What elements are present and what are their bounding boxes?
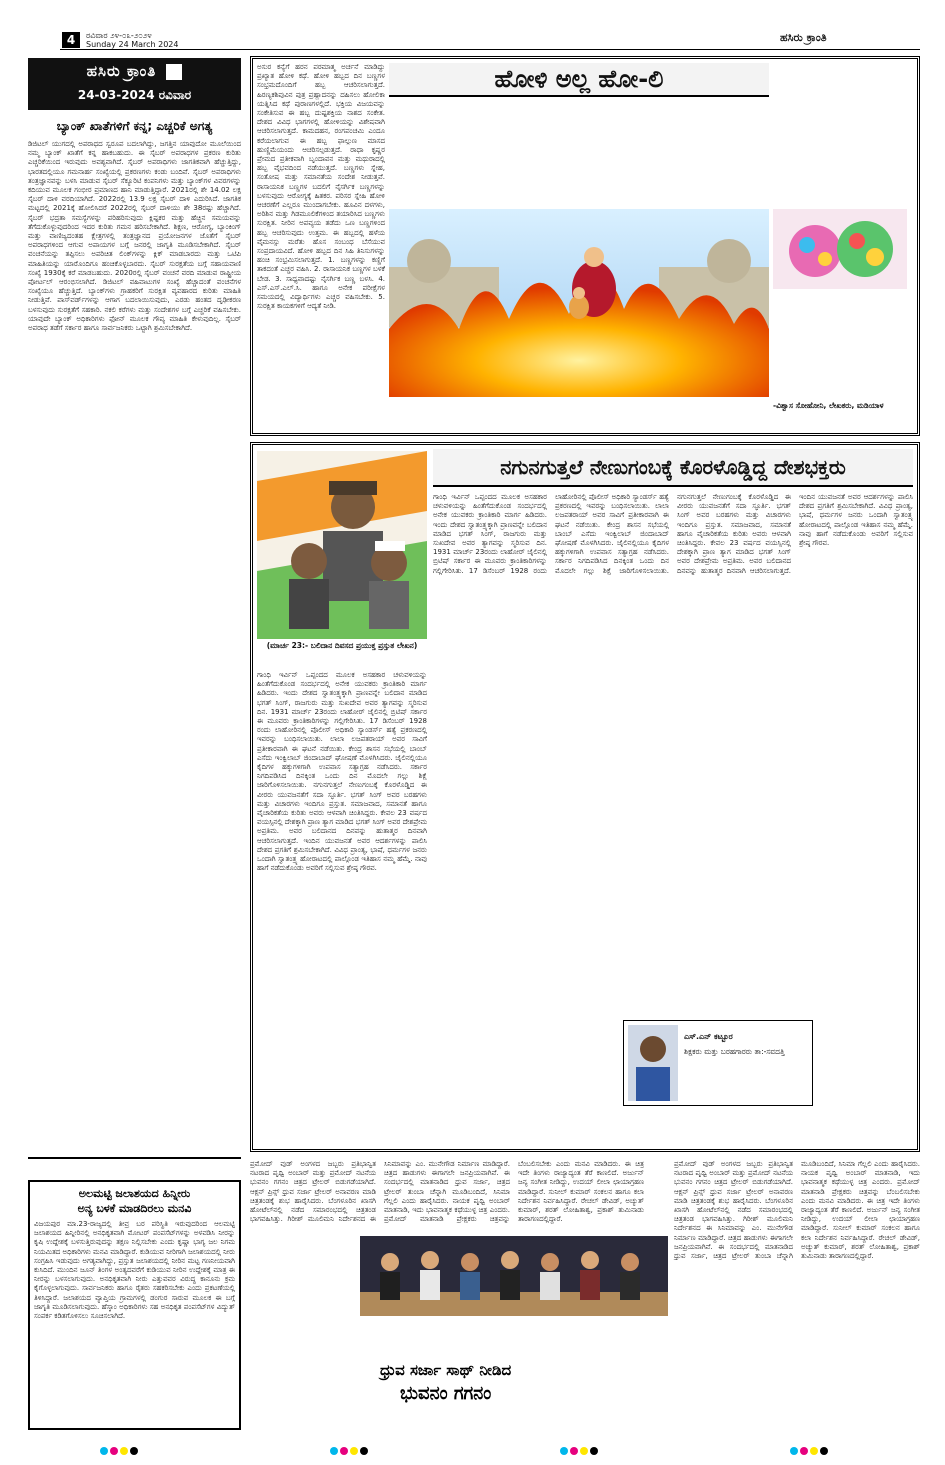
article-bank [28, 114, 241, 1159]
masthead [28, 58, 241, 110]
bhagat-portrait-image [257, 451, 427, 639]
registration-marks-mid [560, 1447, 600, 1455]
masthead-name-row [28, 58, 241, 84]
holi-children-image [773, 209, 907, 289]
reg-black [360, 1447, 368, 1455]
article-dam [28, 1180, 241, 1430]
registration-marks-left [100, 1447, 140, 1455]
film-body-text: ಪ್ರಮೋದ್ ವುಡ್ ಅಂಗಳದ ಜಬ್ಬರು ಪ್ರತಿಭಾನ್ವಿತ ನಟರಾದ ಪೃಥ್ವಿ ಅಂಬಾರ್ ಮತ್ತು ಪ್ರಮೋದ್ ನಟನೆಯ ಭುವನಂ ಗಗನಂ ಚಿತ್ರದ ಟ್ರೇಲರ್ ಬಿಡುಗಡೆಯಾಗಿದೆ. ಆಕ್ಷನ್ ಪ್ರಿನ್ಸ್ ಧ್ರುವ ಸರ್ಜಾ ಟ್ರೇಲರ್ ಅನಾವರಣ ಮಾಡಿ ಚಿತ್ರತಂಡಕ್ಕೆ ಶುಭ ಹಾರೈಸಿದರು. ಬೆಂಗಳೂರಿನ ಖಾಸಗಿ ಹೋಟೆಲ್‌ನಲ್ಲಿ ನಡೆದ ಸಮಾರಂಭದಲ್ಲಿ ಚಿತ್ರತಂಡ ಭಾಗವಹಿಸಿತ್ತು. ಗಿರೀಶ್ ಮೂಲಿಮನಿ ನಿರ್ದೇಶನದ ಈ ಸಿನಿಮಾವನ್ನು ಎಂ. ಮುನೇಗೌಡ ನಿರ್ಮಾಣ ಮಾಡಿದ್ದಾರೆ. ಚಿತ್ರದ ಹಾಡುಗಳು ಈಗಾಗಲೇ ಜನಪ್ರಿಯವಾಗಿವೆ. ಈ ಸಂದರ್ಭದಲ್ಲಿ ಮಾತನಾಡಿದ ಧ್ರುವ ಸರ್ಜಾ, ಚಿತ್ರದ ಟ್ರೇಲರ್ ತುಂಬಾ ಚೆನ್ನಾಗಿ ಮೂಡಿಬಂದಿದೆ, ಸಿನಿಮಾ ಗೆಲ್ಲಲಿ ಎಂದು ಹಾರೈಸಿದರು. ನಾಯಕ ಪೃಥ್ವಿ ಅಂಬಾರ್ ಮಾತನಾಡಿ, ಇದು ಭಾವನಾತ್ಮಕ ಕಥೆಯುಳ್ಳ ಚಿತ್ರ ಎಂದರು. ಪ್ರಮೋದ್ ಮಾತನಾಡಿ ಪ್ರೇಕ್ಷಕರು ಚಿತ್ರವನ್ನು ಬೆಂಬಲಿಸಬೇಕು ಎಂದು ಮನವಿ ಮಾಡಿದರು. ಈ ಚಿತ್ರ ಇದೇ ತಿಂಗಳು ರಾಜ್ಯಾದ್ಯಂತ ತೆರೆ ಕಾಣಲಿದೆ. ಅರ್ಜುನ್ ಜನ್ಯ ಸಂಗೀತ ನೀಡಿದ್ದು, ಉದಯ್ ಲೀಲಾ ಛಾಯಾಗ್ರಹಣ ಮಾಡಿದ್ದಾರೆ. ಸುನೀಲ್ ಕುಮಾರ್ ಸಂಕಲನ ಹಾಗೂ ಕಲಾ ನಿರ್ದೇಶನ ನಿರ್ವಹಿಸಿದ್ದಾರೆ. ರೇಚಲ್ ಡೇವಿಡ್, ಅಚ್ಯುತ್ ಕುಮಾರ್, ಶರತ್ ಲೋಹಿತಾಶ್ವ, ಪ್ರಕಾಶ್ ತುಮಿನಾಡು ತಾರಾಗಣದಲ್ಲಿದ್ದಾರೆ. [674, 1160, 920, 1261]
dam-headline-line1: ಅಲಮಟ್ಟಿ ಜಲಾಶಯದ ಹಿನ್ನೀರು [78, 1187, 191, 1200]
reg-yellow [350, 1447, 358, 1455]
holi-bonfire-image [389, 209, 769, 397]
film-headline-line1: ಧ್ರುವ ಸರ್ಜಾ ಸಾಥ್ ನೀಡಿದ [380, 1361, 512, 1379]
dateline [86, 31, 179, 49]
bhagat-headline: ನಗುನಗುತ್ತಲೆ ನೇಣುಗಂಬಕ್ಕೆ ಕೊರಳೊಡ್ಡಿದ್ದ ದೇಶಭಕ್ತರು [433, 449, 913, 487]
film-team-illustration [360, 1236, 668, 1316]
masthead-name: ಹಸಿರು ಕ್ರಾಂತಿ [86, 62, 157, 80]
holi-headline: ಹೋಳಿ ಅಲ್ಲ ಹೋ-ಲಿ [389, 63, 769, 97]
bank-headline: ಬ್ಯಾಂಕ್ ಖಾತೆಗಳಿಗೆ ಕನ್ನ; ಎಚ್ಚರಿಕೆ ಅಗತ್ಯ [56, 119, 213, 133]
reg-cyan [330, 1447, 338, 1455]
bhagat-byline [623, 1020, 813, 1106]
reg-yellow [120, 1447, 128, 1455]
reg-black [590, 1447, 598, 1455]
bhagat-body-text: ಗಾಂಧಿ ಇರ್ವಿನ್ ಒಪ್ಪಂದದ ಮೂಲಕ ಅಸಹಕಾರ ಚಳುವಳಿಯನ್ನು ಹಿಂತೆಗೆದುಕೊಂಡ ಸಂದರ್ಭದಲ್ಲಿ ಅನೇಕ ಯುವಕರು ಕ್ರಾಂತಿಕಾರಿ ಮಾರ್ಗ ಹಿಡಿದರು. ಇಂದು ದೇಶದ ಸ್ವಾತಂತ್ರ್ಯಕ್ಕಾಗಿ ಪ್ರಾಣವನ್ನೇ ಬಲಿದಾನ ಮಾಡಿದ ಭಗತ್ ಸಿಂಗ್, ರಾಜಗುರು ಮತ್ತು ಸುಖದೇವ ಅವರ ತ್ಯಾಗವನ್ನು ಸ್ಮರಿಸುವ ದಿನ. 1931 ಮಾರ್ಚ್ 23ರಂದು ಲಾಹೋರ್ ಜೈಲಿನಲ್ಲಿ ಬ್ರಿಟಿಷ್ ಸರ್ಕಾರ ಈ ಮೂವರು ಕ್ರಾಂತಿಕಾರಿಗಳನ್ನು ಗಲ್ಲಿಗೇರಿಸಿತು. 17 ಡಿಸೆಂಬರ್ 1928 ರಂದು ಲಾಹೋರಿನಲ್ಲಿ ಪೊಲೀಸ್ ಅಧಿಕಾರಿ ಸ್ಯಾಂಡರ್ಸ್ ಹತ್ಯೆ ಪ್ರಕರಣದಲ್ಲಿ ಇವರನ್ನು ಬಂಧಿಸಲಾಯಿತು. ಲಾಲಾ ಲಜಪತರಾಯ್ ಅವರ ಸಾವಿಗೆ ಪ್ರತೀಕಾರವಾಗಿ ಈ ಘಟನೆ ನಡೆಯಿತು. ಕೇಂದ್ರ ಶಾಸನ ಸಭೆಯಲ್ಲಿ ಬಾಂಬ್ ಎಸೆದು ಇಂಕ್ವಿಲಾಬ್ ಜಿಂದಾಬಾದ್ ಘೋಷಣೆ ಮೊಳಗಿಸಿದರು. ಜೈಲಿನಲ್ಲಿಯೂ ಕೈದಿಗಳ ಹಕ್ಕುಗಳಿಗಾಗಿ ಉಪವಾಸ ಸತ್ಯಾಗ್ರಹ ನಡೆಸಿದರು. ಸರ್ಕಾರ ನಿಗದಿಪಡಿಸಿದ ದಿನಕ್ಕಿಂತ ಒಂದು ದಿನ ಮೊದಲೇ ಗಲ್ಲು ಶಿಕ್ಷೆ ಜಾರಿಗೊಳಿಸಲಾಯಿತು. ನಗುನಗುತ್ತಲೆ ನೇಣುಗಂಬಕ್ಕೆ ಕೊರಳೊಡ್ಡಿದ ಈ ವೀರರು ಯುವಜನತೆಗೆ ಸದಾ ಸ್ಫೂರ್ತಿ. ಭಗತ್ ಸಿಂಗ್ ಅವರ ಬರಹಗಳು ಮತ್ತು ವಿಚಾರಗಳು ಇಂದಿಗೂ ಪ್ರಸ್ತುತ. ಸಮಾಜವಾದ, ಸಮಾನತೆ ಹಾಗೂ ವೈಚಾರಿಕತೆಯ ಕುರಿತು ಅವರು ಆಳವಾಗಿ ಚಿಂತಿಸಿದ್ದರು. ಕೇವಲ 23 ವರ್ಷದ ವಯಸ್ಸಿನಲ್ಲಿ ದೇಶಕ್ಕಾಗಿ ಪ್ರಾಣ ತ್ಯಾಗ ಮಾಡಿದ ಭಗತ್ ಸಿಂಗ್ ಅವರ ದೇಶಪ್ರೇಮ ಅಪ್ರತಿಮ. ಅವರ ಬಲಿದಾನದ ದಿನವನ್ನು ಹುತಾತ್ಮರ ದಿನವಾಗಿ ಆಚರಿಸಲಾಗುತ್ತದೆ. ಇಂದಿನ ಯುವಜನತೆ ಅವರ ಆದರ್ಶಗಳನ್ನು ಪಾಲಿಸಿ ದೇಶದ ಪ್ರಗತಿಗೆ ಶ್ರಮಿಸಬೇಕಾಗಿದೆ. ವಿವಿಧ ಪ್ರಾಂತ್ಯ, ಭಾಷೆ, ಧರ್ಮಗಳ ಜನರು ಒಂದಾಗಿ ಸ್ವಾತಂತ್ರ್ಯ ಹೋರಾಟದಲ್ಲಿ ಪಾಲ್ಗೊಂಡ ಇತಿಹಾಸ ನಮ್ಮ ಹೆಮ್ಮೆ. ನಾವು ಹಾಗೆ ನಡೆದುಕೊಂಡು ಅವರಿಗೆ ಸಲ್ಲಿಸುವ ಶ್ರೇಷ್ಠ ಗೌರವ. [433, 493, 913, 575]
holi-bonfire-illustration [389, 209, 769, 397]
article-holi [250, 56, 920, 436]
registration-marks-center [330, 1447, 370, 1455]
reg-cyan [100, 1447, 108, 1455]
reg-magenta [570, 1447, 578, 1455]
header-brand: ಹಸಿರು ಕ್ರಾಂತಿ [780, 31, 827, 44]
author-photo-illustration [628, 1025, 678, 1101]
reg-black [820, 1447, 828, 1455]
freedom-fighters-illustration [257, 451, 427, 639]
film-body-left [250, 1160, 644, 1232]
author-role: ಶಿಕ್ಷಕರು ಮತ್ತು ಬರಹಗಾರರು ತಾ:-ಸವದತ್ತಿ [684, 1047, 785, 1056]
film-body-right [674, 1160, 920, 1436]
holi-children-illustration [773, 209, 907, 289]
reg-magenta [340, 1447, 348, 1455]
author-name: ಎಸ್.ಎನ್ ಕಟ್ಟೂರ [684, 1032, 733, 1041]
reg-magenta [800, 1447, 808, 1455]
article-bhagat [250, 442, 920, 1152]
farmer-logo-icon [166, 64, 182, 80]
holi-author: -ವಿಶ್ವಾಸ ಸೋಹೋನಿ, ಲೇಖಕರು, ಮಡಿಯಾಳ [773, 401, 884, 410]
article-film [250, 1160, 920, 1442]
holi-body: ಅಸುರ ಕನ್ಯೆಗೆ ಹರನ ಪರಮಾತ್ಮ ಅರ್ಚನೆ ಮಾಡಿದ್ದು ಪ್ರಖ್ಯಾತ ಹೋಳಿ ಕಥೆ. ಹೋಳಿ ಹಬ್ಬದ ದಿನ ಬಣ್ಣಗಳ ಸಂಭ್ರಮದೊಂದಿಗೆ ಹಬ್ಬ ಆಚರಿಸಲಾಗುತ್ತದೆ. ಹಿರಣ್ಯಕಶಿಪುವಿನ ಪುತ್ರ ಪ್ರಹ್ಲಾದನನ್ನು ದಹಿಸಲು ಹೋಲಿಕಾ ಯತ್ನಿಸಿದ ಕಥೆ ಪುರಾಣಗಳಲ್ಲಿದೆ. ಭಕ್ತಿಯ ವಿಜಯವನ್ನು ಸಂಕೇತಿಸುವ ಈ ಹಬ್ಬ ದುಷ್ಟಶಕ್ತಿಯ ನಾಶದ ಸಂಕೇತ. ದೇಶದ ವಿವಿಧ ಭಾಗಗಳಲ್ಲಿ ಹೋಳಿಯನ್ನು ವಿಶೇಷವಾಗಿ ಆಚರಿಸಲಾಗುತ್ತದೆ. ಕಾಮದಹನ, ರಂಗಪಂಚಮಿ ಎಂದೂ ಕರೆಯಲಾಗುವ ಈ ಹಬ್ಬ ಫಾಲ್ಗುಣ ಮಾಸದ ಹುಣ್ಣಿಮೆಯಂದು ಆಚರಿಸಲ್ಪಡುತ್ತದೆ. ರಾಧಾ ಕೃಷ್ಣರ ಪ್ರೇಮದ ಪ್ರತೀಕವಾಗಿ ಬೃಂದಾವನ ಮತ್ತು ಮಥುರಾದಲ್ಲಿ ಹಬ್ಬ ವೈಭವದಿಂದ ನಡೆಯುತ್ತದೆ. ಬಣ್ಣಗಳು ಸ್ನೇಹ, ಸಂತೋಷ ಮತ್ತು ಸಮಾನತೆಯ ಸಂದೇಶ ನೀಡುತ್ತವೆ. ರಾಸಾಯನಿಕ ಬಣ್ಣಗಳ ಬದಲಿಗೆ ನೈಸರ್ಗಿಕ ಬಣ್ಣಗಳನ್ನು ಬಳಸುವುದು ಆರೋಗ್ಯಕ್ಕೆ ಹಿತಕರ. ಪರಿಸರ ಸ್ನೇಹಿ ಹೋಳಿ ಆಚರಣೆಗೆ ಎಲ್ಲರೂ ಮುಂದಾಗಬೇಕು. ಹೂವಿನ ದಳಗಳು, ಅರಿಶಿನ ಮತ್ತು ಗಿಡಮೂಲಿಕೆಗಳಿಂದ ತಯಾರಿಸಿದ ಬಣ್ಣಗಳು ಸುರಕ್ಷಿತ. ನೀರಿನ ಅಪವ್ಯಯ ತಡೆದು ಒಣ ಬಣ್ಣಗಳಿಂದ ಹಬ್ಬ ಆಚರಿಸುವುದು ಉತ್ತಮ. ಈ ಹಬ್ಬದಲ್ಲಿ ಹಳೆಯ ವೈಮನಸ್ಸು ಮರೆತು ಹೊಸ ಸಂಬಂಧ ಬೆಸೆಯುವ ಸಂಪ್ರದಾಯವಿದೆ. ಹೋಳಿ ಹಬ್ಬದ ದಿನ ಸಿಹಿ ತಿನಿಸುಗಳನ್ನು ಹಂಚಿ ಸಂಭ್ರಮಿಸಲಾಗುತ್ತದೆ. 1. ಬಣ್ಣಗಳನ್ನು ಕಣ್ಣಿಗೆ ತಾಕದಂತೆ ಎಚ್ಚರ ವಹಿಸಿ. 2. ರಾಸಾಯನಿಕ ಬಣ್ಣಗಳ ಬಳಕೆ ಬೇಡ. 3. ಸಾಧ್ಯವಾದಷ್ಟು ನೈಸರ್ಗಿಕ ಬಣ್ಣ ಬಳಸಿ. 4. ಎಸ್.ಎಸ್.ಎಲ್.ಸಿ. ಹಾಗೂ ಅನೇಕ ಪರೀಕ್ಷೆಗಳ ಸಮಯದಲ್ಲಿ ವಿದ್ಯಾರ್ಥಿಗಳು ಎಚ್ಚರ ವಹಿಸಬೇಕು. 5. ಸುರಕ್ಷಿತ ಕಾಯಕಗಳಿಗೆ ಆದ್ಯತೆ ನೀಡಿ. [257, 63, 385, 311]
bhagat-body: ಗಾಂಧಿ ಇರ್ವಿನ್ ಒಪ್ಪಂದದ ಮೂಲಕ ಅಸಹಕಾರ ಚಳುವಳಿಯನ್ನು ಹಿಂತೆಗೆದುಕೊಂಡ ಸಂದರ್ಭದಲ್ಲಿ ಅನೇಕ ಯುವಕರು ಕ್ರಾಂತಿಕಾರಿ ಮಾರ್ಗ ಹಿಡಿದರು. ಇಂದು ದೇಶದ ಸ್ವಾತಂತ್ರ್ಯಕ್ಕಾಗಿ ಪ್ರಾಣವನ್ನೇ ಬಲಿದಾನ ಮಾಡಿದ ಭಗತ್ ಸಿಂಗ್, ರಾಜಗುರು ಮತ್ತು ಸುಖದೇವ ಅವರ ತ್ಯಾಗವನ್ನು ಸ್ಮರಿಸುವ ದಿನ. 1931 ಮಾರ್ಚ್ 23ರಂದು ಲಾಹೋರ್ ಜೈಲಿನಲ್ಲಿ ಬ್ರಿಟಿಷ್ ಸರ್ಕಾರ ಈ ಮೂವರು ಕ್ರಾಂತಿಕಾರಿಗಳನ್ನು ಗಲ್ಲಿಗೇರಿಸಿತು. 17 ಡಿಸೆಂಬರ್ 1928 ರಂದು ಲಾಹೋರಿನಲ್ಲಿ ಪೊಲೀಸ್ ಅಧಿಕಾರಿ ಸ್ಯಾಂಡರ್ಸ್ ಹತ್ಯೆ ಪ್ರಕರಣದಲ್ಲಿ ಇವರನ್ನು ಬಂಧಿಸಲಾಯಿತು. ಲಾಲಾ ಲಜಪತರಾಯ್ ಅವರ ಸಾವಿಗೆ ಪ್ರತೀಕಾರವಾಗಿ ಈ ಘಟನೆ ನಡೆಯಿತು. ಕೇಂದ್ರ ಶಾಸನ ಸಭೆಯಲ್ಲಿ ಬಾಂಬ್ ಎಸೆದು ಇಂಕ್ವಿಲಾಬ್ ಜಿಂದಾಬಾದ್ ಘೋಷಣೆ ಮೊಳಗಿಸಿದರು. ಜೈಲಿನಲ್ಲಿಯೂ ಕೈದಿಗಳ ಹಕ್ಕುಗಳಿಗಾಗಿ ಉಪವಾಸ ಸತ್ಯಾಗ್ರಹ ನಡೆಸಿದರು. ಸರ್ಕಾರ ನಿಗದಿಪಡಿಸಿದ ದಿನಕ್ಕಿಂತ ಒಂದು ದಿನ ಮೊದಲೇ ಗಲ್ಲು ಶಿಕ್ಷೆ ಜಾರಿಗೊಳಿಸಲಾಯಿತು. ನಗುನಗುತ್ತಲೆ ನೇಣುಗಂಬಕ್ಕೆ ಕೊರಳೊಡ್ಡಿದ ಈ ವೀರರು ಯುವಜನತೆಗೆ ಸದಾ ಸ್ಫೂರ್ತಿ. ಭಗತ್ ಸಿಂಗ್ ಅವರ ಬರಹಗಳು ಮತ್ತು ವಿಚಾರಗಳು ಇಂದಿಗೂ ಪ್ರಸ್ತುತ. ಸಮಾಜವಾದ, ಸಮಾನತೆ ಹಾಗೂ ವೈಚಾರಿಕತೆಯ ಕುರಿತು ಅವರು ಆಳವಾಗಿ ಚಿಂತಿಸಿದ್ದರು. ಕೇವಲ 23 ವರ್ಷದ ವಯಸ್ಸಿನಲ್ಲಿ ದೇಶಕ್ಕಾಗಿ ಪ್ರಾಣ ತ್ಯಾಗ ಮಾಡಿದ ಭಗತ್ ಸಿಂಗ್ ಅವರ ದೇಶಪ್ರೇಮ ಅಪ್ರತಿಮ. ಅವರ ಬಲಿದಾನದ ದಿನವನ್ನು ಹುತಾತ್ಮರ ದಿನವಾಗಿ ಆಚರಿಸಲಾಗುತ್ತದೆ. ಇಂದಿನ ಯುವಜನತೆ ಅವರ ಆದರ್ಶಗಳನ್ನು ಪಾಲಿಸಿ ದೇಶದ ಪ್ರಗತಿಗೆ ಶ್ರಮಿಸಬೇಕಾಗಿದೆ. ವಿವಿಧ ಪ್ರಾಂತ್ಯ, ಭಾಷೆ, ಧರ್ಮಗಳ ಜನರು ಒಂದಾಗಿ ಸ್ವಾತಂತ್ರ್ಯ ಹೋರಾಟದಲ್ಲಿ ಪಾಲ್ಗೊಂಡ ಇತಿಹಾಸ ನಮ್ಮ ಹೆಮ್ಮೆ. ನಾವು ಹಾಗೆ ನಡೆದುಕೊಂಡು ಅವರಿಗೆ ಸಲ್ಲಿಸುವ ಶ್ರೇಷ್ಠ ಗೌರವ. [257, 671, 427, 873]
bank-body: ಡಿಜಿಟಲ್ ಯುಗದಲ್ಲಿ ಅಪರಾಧದ ಸ್ವರೂಪ ಬದಲಾಗಿದ್ದು, ಜಗತ್ತಿನ ಯಾವುದೋ ಮೂಲೆಯಿಂದ ನಮ್ಮ ಬ್ಯಾಂಕ್ ಖಾತೆಗೆ ಕನ್ನ ಹಾಕಬಹುದು. ಈ ಸೈಬರ್ ಅಪರಾಧಗಳ ಪ್ರಕರಣ ಕುರಿತು ಎಚ್ಚರಿಕೆಯಿಂದ ಇರುವುದು ಅವಶ್ಯವಾಗಿದೆ. ಸೈಬರ್ ಅಪರಾಧಿಗಳು ಜಾಗತಿಕವಾಗಿ ಹೆಚ್ಚುತ್ತಿದ್ದು, ಭಾರತದಲ್ಲಿಯೂ ಗಮನಾರ್ಹ ಸಂಖ್ಯೆಯಲ್ಲಿ ಪ್ರಕರಣಗಳು ಕಂಡು ಬಂದಿವೆ. ಸೈಬರ್ ಅಪರಾಧಿಗಳು ತಂತ್ರಜ್ಞಾನವನ್ನು ಬಳಸಿ ಮಾಡುವ ಸೈಬರ್ ಸೆಕ್ಯೂರಿಟಿ ಕಂಪನಿಗಳು ಮತ್ತು ಬ್ಯಾಂಕ್‌ಗಳ ವಿವರಗಳನ್ನು ಕದಿಯುವ ಮೂಲಕ ಗಂಭೀರ ಪ್ರಮಾಣದ ಹಾನಿ ಮಾಡುತ್ತಿದ್ದಾರೆ. 2021ರಲ್ಲಿ ಶೇ 14.02 ಲಕ್ಷ ಸೈಬರ್ ದಾಳಿ ವರದಿಯಾಗಿದೆ. 2022ರಲ್ಲಿ 13.9 ಲಕ್ಷ ಸೈಬರ್ ದಾಳಿ ಎದುರಿಸಿದೆ. ಜಾಗತಿಕ ಮಟ್ಟದಲ್ಲಿ 2021ಕ್ಕೆ ಹೋಲಿಸಿದರೆ 2022ರಲ್ಲಿ ಸೈಬರ್ ದಾಳಿಯು ಶೇ 38ರಷ್ಟು ಹೆಚ್ಚಾಗಿದೆ. ಸೈಬರ್ ಭದ್ರತಾ ಸಮಸ್ಯೆಗಳನ್ನು ಪರಿಹರಿಸುವುದು ಕ್ಲಿಷ್ಟಕರ ಮತ್ತು ಹೆಚ್ಚಿನ ಸಮಯವನ್ನು ತೆಗೆದುಕೊಳ್ಳುವುದರಿಂದ ಇದರ ಕುರಿತು ಗಮನ ಹರಿಸಬೇಕಾಗಿದೆ. ಶಿಕ್ಷಣ, ಆರೋಗ್ಯ, ಬ್ಯಾಂಕಿಂಗ್ ಮತ್ತು ವಾಣಿಜ್ಯದಂತಹ ಕ್ಷೇತ್ರಗಳಲ್ಲಿ ತಂತ್ರಜ್ಞಾನದ ಪ್ರಯೋಜನಗಳ ಜೊತೆಗೆ ಸೈಬರ್ ಅಪರಾಧಗಳಿಂದ ಆಗುವ ಅಪಾಯಗಳ ಬಗ್ಗೆ ಜನರಲ್ಲಿ ಜಾಗೃತಿ ಮೂಡಿಸಬೇಕಾಗಿದೆ. ಸೈಬರ್ ವಂಚನೆಯನ್ನು ತಪ್ಪಿಸಲು ಅಪರಿಚಿತ ಲಿಂಕ್‌ಗಳನ್ನು ಕ್ಲಿಕ್ ಮಾಡಬಾರದು ಮತ್ತು ಒಟಿಪಿ ಮಾಹಿತಿಯನ್ನು ಯಾರೊಂದಿಗೂ ಹಂಚಿಕೊಳ್ಳಬಾರದು. ಸೈಬರ್ ಸುರಕ್ಷತೆಯ ಬಗ್ಗೆ ಸಹಾಯವಾಣಿ ಸಂಖ್ಯೆ 1930ಕ್ಕೆ ಕರೆ ಮಾಡಬಹುದು. 2020ರಲ್ಲಿ ಸೈಬರ್ ವಂಚನೆ ವರದಿ ಮಾಡುವ ರಾಷ್ಟ್ರೀಯ ಪೋರ್ಟಲ್ ಆರಂಭಿಸಲಾಗಿದೆ. ಡಿಜಿಟಲ್ ವಹಿವಾಟುಗಳ ಸಂಖ್ಯೆ ಹೆಚ್ಚಾದಂತೆ ವಂಚನೆಗಳ ಸಂಖ್ಯೆಯೂ ಹೆಚ್ಚುತ್ತಿದೆ. ಬ್ಯಾಂಕ್‌ಗಳು ಗ್ರಾಹಕರಿಗೆ ಸುರಕ್ಷಿತ ವ್ಯವಹಾರದ ಕುರಿತು ಮಾಹಿತಿ ನೀಡುತ್ತಿವೆ. ಪಾಸ್‌ವರ್ಡ್‌ಗಳನ್ನು ಆಗಾಗ ಬದಲಾಯಿಸುವುದು, ಎರಡು ಹಂತದ ದೃಢೀಕರಣ ಬಳಸುವುದು ಸುರಕ್ಷತೆಗೆ ಸಹಕಾರಿ. ನಕಲಿ ಕರೆಗಳು ಮತ್ತು ಸಂದೇಶಗಳ ಬಗ್ಗೆ ಎಚ್ಚರಿಕೆ ವಹಿಸಬೇಕು. ಯಾವುದೇ ಬ್ಯಾಂಕ್ ಅಧಿಕಾರಿಗಳು ಫೋನ್ ಮೂಲಕ ಗೌಪ್ಯ ಮಾಹಿತಿ ಕೇಳುವುದಿಲ್ಲ. ಸೈಬರ್ ಅಪರಾಧ ತಡೆಗೆ ಸರ್ಕಾರ ಹಾಗೂ ಸಾರ್ವಜನಿಕರು ಒಟ್ಟಾಗಿ ಶ್ರಮಿಸಬೇಕಾಗಿದೆ. [28, 140, 241, 333]
author-photo [628, 1025, 678, 1101]
registration-marks-right [790, 1447, 830, 1455]
reg-yellow [810, 1447, 818, 1455]
dateline-english: Sunday 24 March 2024 [86, 40, 179, 49]
dateline-kannada: ರವಿವಾರ ೨೪-೦೩-೨೦೨೪ [86, 31, 152, 40]
film-event-image [360, 1236, 668, 1316]
reg-black [130, 1447, 138, 1455]
film-headline-line2: ಭುವನಂ ಗಗನಂ [400, 1383, 492, 1404]
reg-yellow [580, 1447, 588, 1455]
film-body: ಪ್ರಮೋದ್ ವುಡ್ ಅಂಗಳದ ಜಬ್ಬರು ಪ್ರತಿಭಾನ್ವಿತ ನಟರಾದ ಪೃಥ್ವಿ ಅಂಬಾರ್ ಮತ್ತು ಪ್ರಮೋದ್ ನಟನೆಯ ಭುವನಂ ಗಗನಂ ಚಿತ್ರದ ಟ್ರೇಲರ್ ಬಿಡುಗಡೆಯಾಗಿದೆ. ಆಕ್ಷನ್ ಪ್ರಿನ್ಸ್ ಧ್ರುವ ಸರ್ಜಾ ಟ್ರೇಲರ್ ಅನಾವರಣ ಮಾಡಿ ಚಿತ್ರತಂಡಕ್ಕೆ ಶುಭ ಹಾರೈಸಿದರು. ಬೆಂಗಳೂರಿನ ಖಾಸಗಿ ಹೋಟೆಲ್‌ನಲ್ಲಿ ನಡೆದ ಸಮಾರಂಭದಲ್ಲಿ ಚಿತ್ರತಂಡ ಭಾಗವಹಿಸಿತ್ತು. ಗಿರೀಶ್ ಮೂಲಿಮನಿ ನಿರ್ದೇಶನದ ಈ ಸಿನಿಮಾವನ್ನು ಎಂ. ಮುನೇಗೌಡ ನಿರ್ಮಾಣ ಮಾಡಿದ್ದಾರೆ. ಚಿತ್ರದ ಹಾಡುಗಳು ಈಗಾಗಲೇ ಜನಪ್ರಿಯವಾಗಿವೆ. ಈ ಸಂದರ್ಭದಲ್ಲಿ ಮಾತನಾಡಿದ ಧ್ರುವ ಸರ್ಜಾ, ಚಿತ್ರದ ಟ್ರೇಲರ್ ತುಂಬಾ ಚೆನ್ನಾಗಿ ಮೂಡಿಬಂದಿದೆ, ಸಿನಿಮಾ ಗೆಲ್ಲಲಿ ಎಂದು ಹಾರೈಸಿದರು. ನಾಯಕ ಪೃಥ್ವಿ ಅಂಬಾರ್ ಮಾತನಾಡಿ, ಇದು ಭಾವನಾತ್ಮಕ ಕಥೆಯುಳ್ಳ ಚಿತ್ರ ಎಂದರು. ಪ್ರಮೋದ್ ಮಾತನಾಡಿ ಪ್ರೇಕ್ಷಕರು ಚಿತ್ರವನ್ನು ಬೆಂಬಲಿಸಬೇಕು ಎಂದು ಮನವಿ ಮಾಡಿದರು. ಈ ಚಿತ್ರ ಇದೇ ತಿಂಗಳು ರಾಜ್ಯಾದ್ಯಂತ ತೆರೆ ಕಾಣಲಿದೆ. ಅರ್ಜುನ್ ಜನ್ಯ ಸಂಗೀತ ನೀಡಿದ್ದು, ಉದಯ್ ಲೀಲಾ ಛಾಯಾಗ್ರಹಣ ಮಾಡಿದ್ದಾರೆ. ಸುನೀಲ್ ಕುಮಾರ್ ಸಂಕಲನ ಹಾಗೂ ಕಲಾ ನಿರ್ದೇಶನ ನಿರ್ವಹಿಸಿದ್ದಾರೆ. ರೇಚಲ್ ಡೇವಿಡ್, ಅಚ್ಯುತ್ ಕುಮಾರ್, ಶರತ್ ಲೋಹಿತಾಶ್ವ, ಪ್ರಕಾಶ್ ತುಮಿನಾಡು ತಾರಾಗಣದಲ್ಲಿದ್ದಾರೆ. [250, 1160, 644, 1224]
page-number: 4 [62, 32, 80, 48]
masthead-date: 24-03-2024 ರವಿವಾರ [77, 88, 192, 102]
dam-headline-line2: ಅನ್ಯ ಬಳಕೆ ಮಾಡದಿರಲು ಮನವಿ [77, 1202, 192, 1215]
reg-magenta [110, 1447, 118, 1455]
bhagat-caption: (ಮಾರ್ಚ 23:- ಬಲಿದಾನ ದಿವಸದ ಪ್ರಯುಕ್ತ ಪ್ರಸ್ತುತ ಲೇಖನ) [266, 641, 418, 650]
holi-body-left [257, 63, 385, 431]
dam-body: ವಿಜಯಪುರ ಮಾ.23-ರಾಜ್ಯದಲ್ಲಿ ತೀವ್ರ ಬರ ಪರಿಸ್ಥಿತಿ ಇರುವುದರಿಂದ ಆಲಮಟ್ಟಿ ಜಲಾಶಯದ ಹಿನ್ನೀರಿನಲ್ಲಿ ಅನಧಿಕೃತವಾಗಿ ಮೋಟರ್ ಪಂಪಸೆಟ್‌ಗಳನ್ನು ಅಳವಡಿಸಿ ನೀರನ್ನು ಕೃಷಿ ಉದ್ದೇಶಕ್ಕೆ ಬಳಸುತ್ತಿರುವುದನ್ನು ತಕ್ಷಣ ನಿಲ್ಲಿಸಬೇಕು ಎಂದು ಕೃಷ್ಣಾ ಭಾಗ್ಯ ಜಲ ನಿಗಮ ನಿಯಮಿತದ ಅಧಿಕಾರಿಗಳು ಮನವಿ ಮಾಡಿದ್ದಾರೆ. ಕುಡಿಯುವ ನೀರಿಗಾಗಿ ಜಲಾಶಯದಲ್ಲಿ ನೀರು ಸಂಗ್ರಹಿಸಿ ಇಡುವುದು ಅಗತ್ಯವಾಗಿದ್ದು, ಪ್ರಸ್ತುತ ಜಲಾಶಯದಲ್ಲಿ ನೀರಿನ ಮಟ್ಟ ಗಣನೀಯವಾಗಿ ಕುಸಿದಿದೆ. ಮುಂದಿನ ಜೂನ್ ತಿಂಗಳ ಅಂತ್ಯದವರೆಗೆ ಕುಡಿಯುವ ನೀರಿನ ಉದ್ದೇಶಕ್ಕೆ ಮಾತ್ರ ಈ ನೀರನ್ನು ಬಳಸಲಾಗುವುದು. ಅನಧಿಕೃತವಾಗಿ ನೀರು ಎತ್ತುವವರ ವಿರುದ್ಧ ಕಾನೂನು ಕ್ರಮ ಕೈಗೊಳ್ಳಲಾಗುವುದು. ಸಾರ್ವಜನಿಕರು ಹಾಗೂ ರೈತರು ಸಹಕರಿಸಬೇಕು ಎಂದು ಪ್ರಕಟಣೆಯಲ್ಲಿ ತಿಳಿಸಿದ್ದಾರೆ. ಜಲಾಶಯದ ವ್ಯಾಪ್ತಿಯ ಗ್ರಾಮಗಳಲ್ಲಿ ಡಂಗುರ ಸಾರುವ ಮೂಲಕ ಈ ಬಗ್ಗೆ ಜಾಗೃತಿ ಮೂಡಿಸಲಾಗುವುದು. ಹೆಸ್ಕಾಂ ಅಧಿಕಾರಿಗಳು ಸಹ ಅನಧಿಕೃತ ಪಂಪಸೆಟ್‌ಗಳ ವಿದ್ಯುತ್ ಸಂಪರ್ಕ ಕಡಿತಗೊಳಿಸಲು ಸೂಚಿಸಲಾಗಿದೆ. [34, 1220, 235, 1321]
reg-cyan [790, 1447, 798, 1455]
reg-cyan [560, 1447, 568, 1455]
